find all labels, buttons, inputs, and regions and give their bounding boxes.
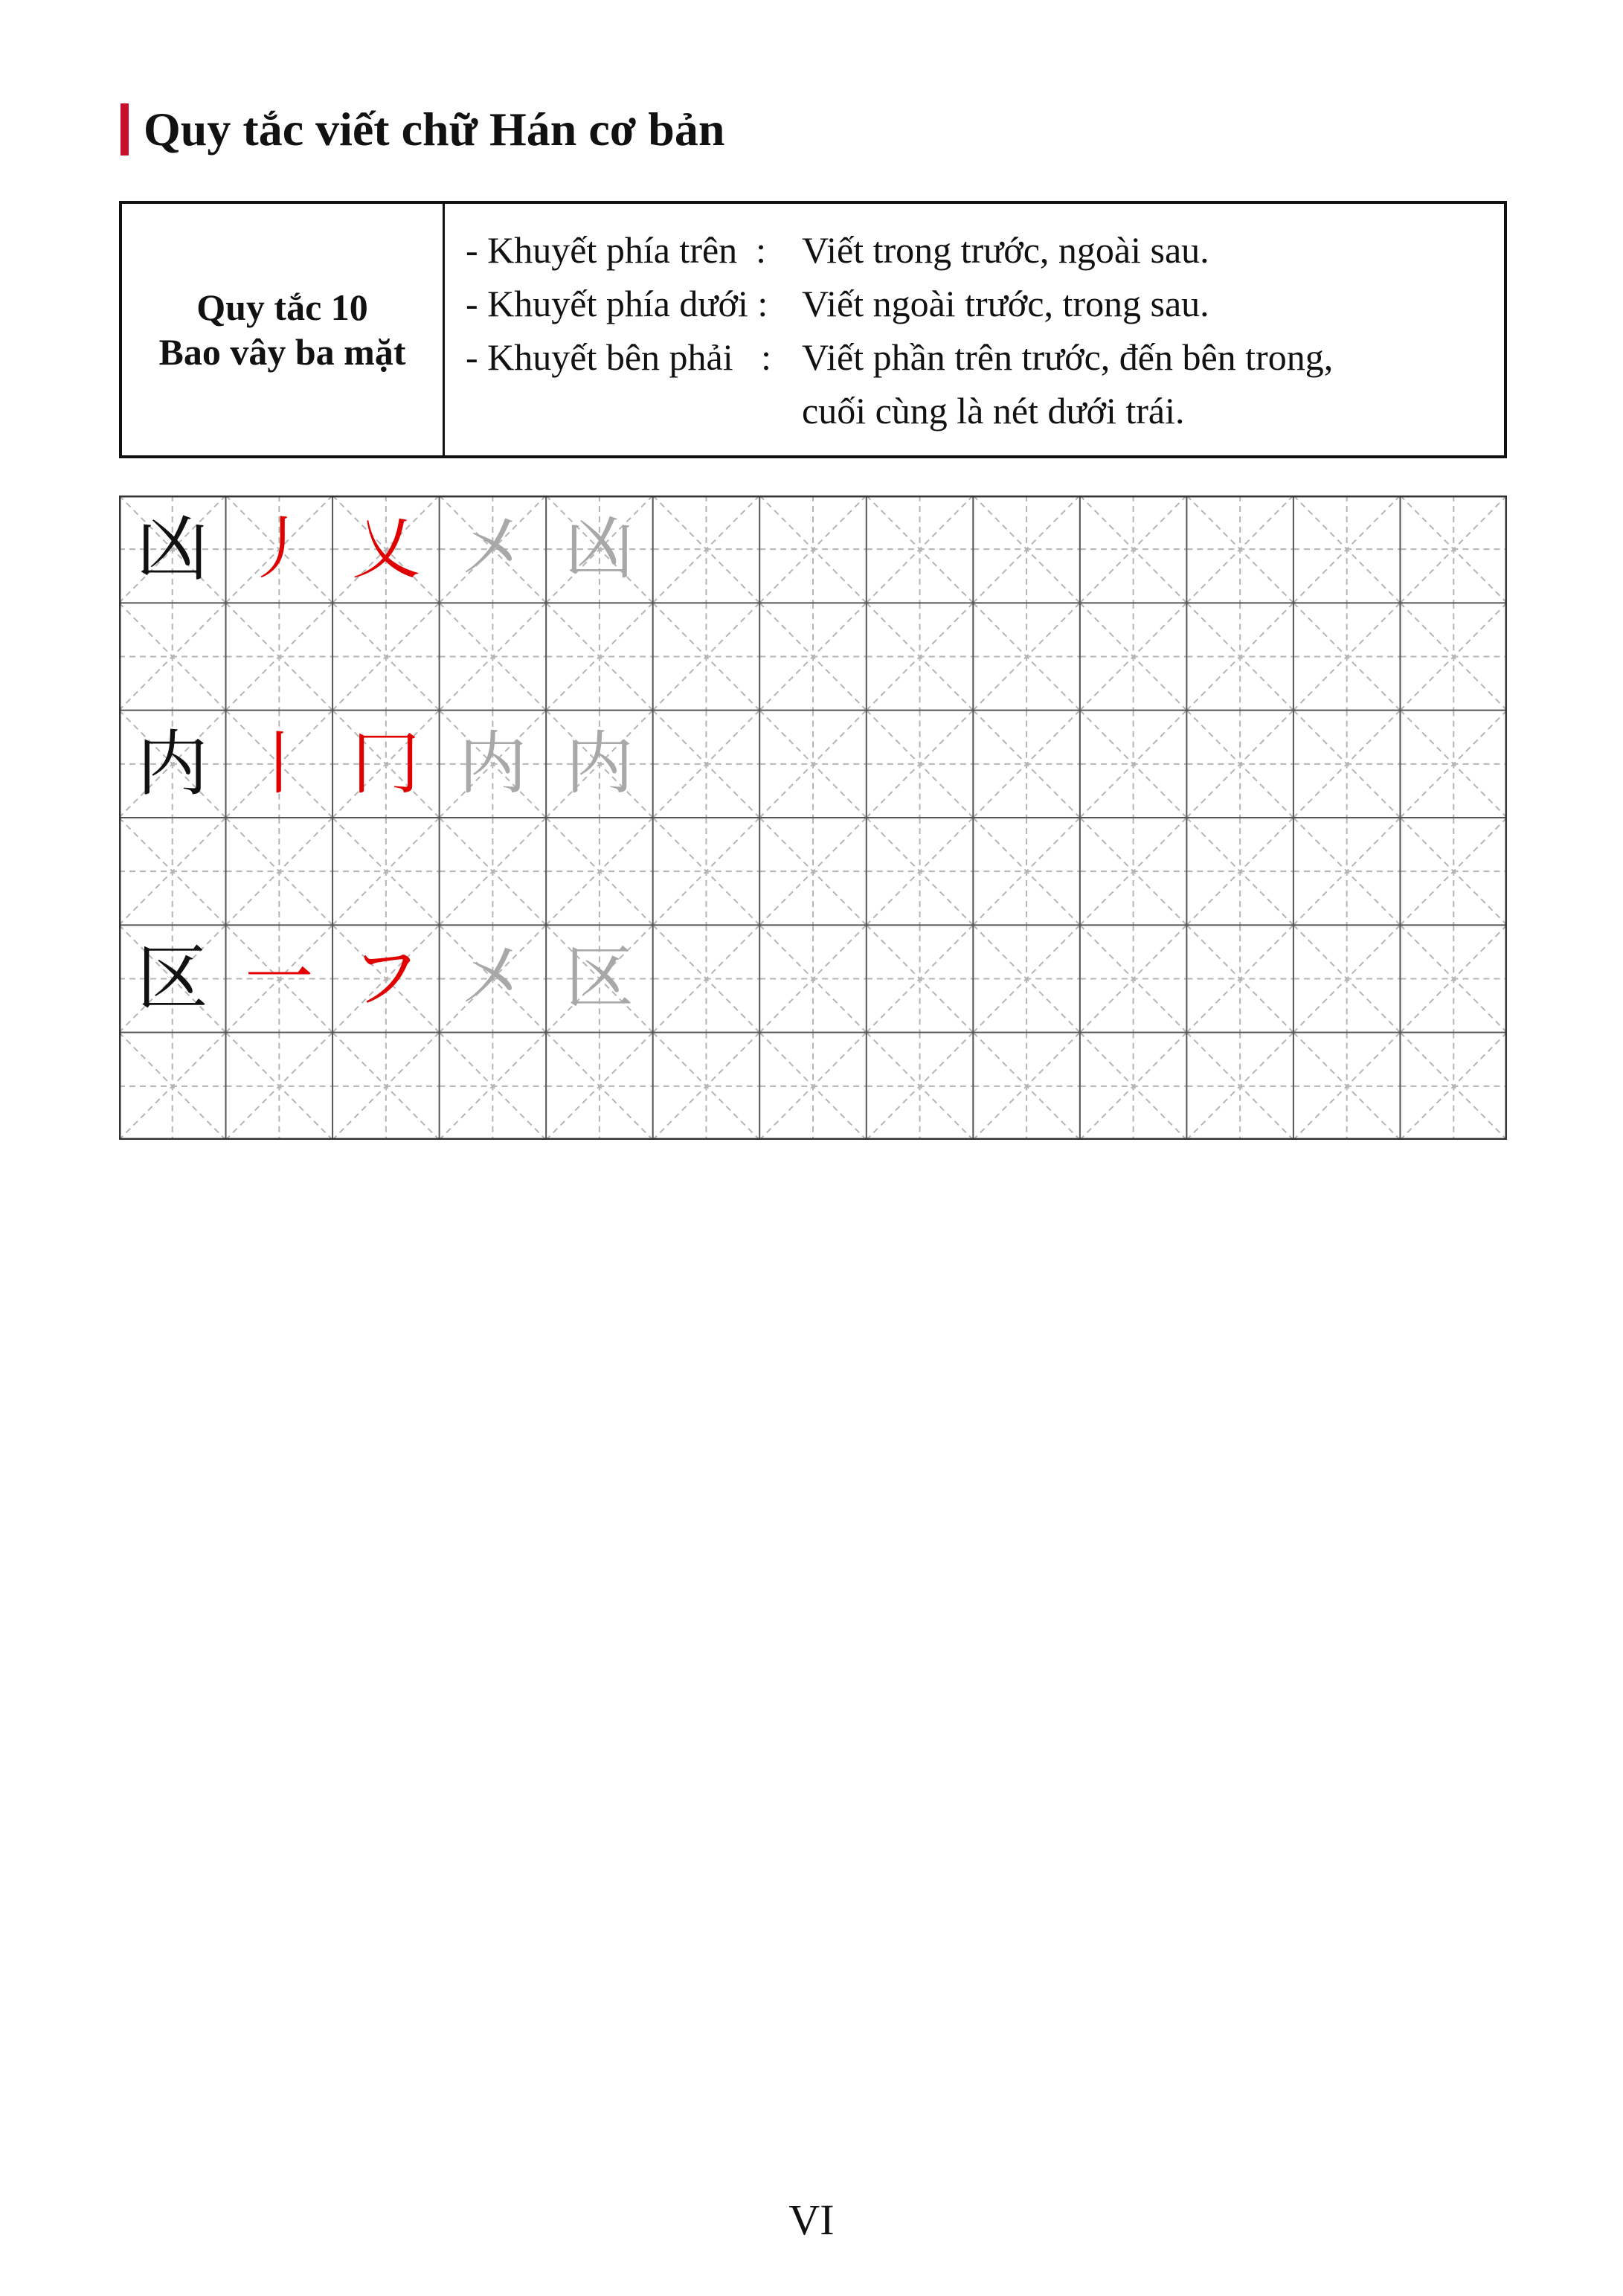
rule-case-line: [466, 277, 1504, 330]
rule-case-desc: Viết ngoài trước, trong sau.: [802, 283, 1209, 324]
rule-table: [119, 201, 1507, 458]
rule-label-cell: [122, 204, 445, 455]
rule-case-line: [466, 223, 1504, 277]
model-character-cell: [119, 711, 226, 818]
stroke-step: 冂: [351, 723, 420, 804]
rule-case-label: - Khuyết phía trên :: [466, 229, 767, 271]
rule-name: Bao vây ba mặt: [158, 331, 406, 373]
model-character-cell: [119, 925, 226, 1032]
rule-case-line: [466, 330, 1504, 384]
stroke-step: 丿: [245, 509, 314, 589]
stroke-step: 一: [245, 938, 314, 1019]
rule-description-cell: [445, 204, 1504, 455]
stroke-step-cell: [440, 711, 547, 818]
stroke-step-cell: [546, 925, 653, 1032]
stroke-step: 㐅: [458, 938, 527, 1019]
model-character: 凶: [136, 507, 208, 591]
stroke-step-cell: [546, 711, 653, 818]
rule-case-label: - Khuyết bên phải :: [466, 336, 772, 378]
practice-grid: [119, 496, 1507, 1140]
stroke-step-cell: [332, 711, 440, 818]
stroke-step-cell: [332, 925, 440, 1032]
stroke-step: 内: [565, 723, 634, 804]
stroke-step: 内: [458, 723, 527, 804]
model-character-cell: [119, 496, 226, 603]
rule-case-label: - Khuyết phía dưới :: [466, 283, 768, 324]
rule-case-desc: Viết phần trên trước, đến bên trong,: [802, 336, 1334, 378]
stroke-step: 凶: [565, 509, 634, 589]
rule-case-continuation: cuối cùng là nét dưới trái.: [802, 390, 1185, 432]
stroke-step: 区: [565, 938, 634, 1019]
stroke-step: 丨: [245, 723, 314, 804]
stroke-step: 乂: [351, 509, 420, 589]
rule-number: Quy tắc 10: [196, 286, 368, 328]
rule-case-desc: Viết trong trước, ngoài sau.: [802, 229, 1209, 271]
page-heading: [120, 95, 724, 164]
stroke-step-cell: [226, 496, 333, 603]
stroke-step-cell: [332, 496, 440, 603]
stroke-step-cell: [546, 496, 653, 603]
stroke-step-cell: [440, 925, 547, 1032]
page-number: VI: [788, 2196, 835, 2244]
stroke-step-cell: [440, 496, 547, 603]
model-character: 区: [136, 937, 208, 1021]
page-title: Quy tắc viết chữ Hán cơ bản: [144, 103, 725, 155]
model-character: 内: [136, 722, 208, 806]
heading-accent-bar: [120, 103, 129, 155]
stroke-step-cell: [226, 711, 333, 818]
stroke-step: 㐅: [458, 509, 527, 589]
stroke-step-cell: [226, 925, 333, 1032]
stroke-step: フ: [351, 938, 420, 1019]
